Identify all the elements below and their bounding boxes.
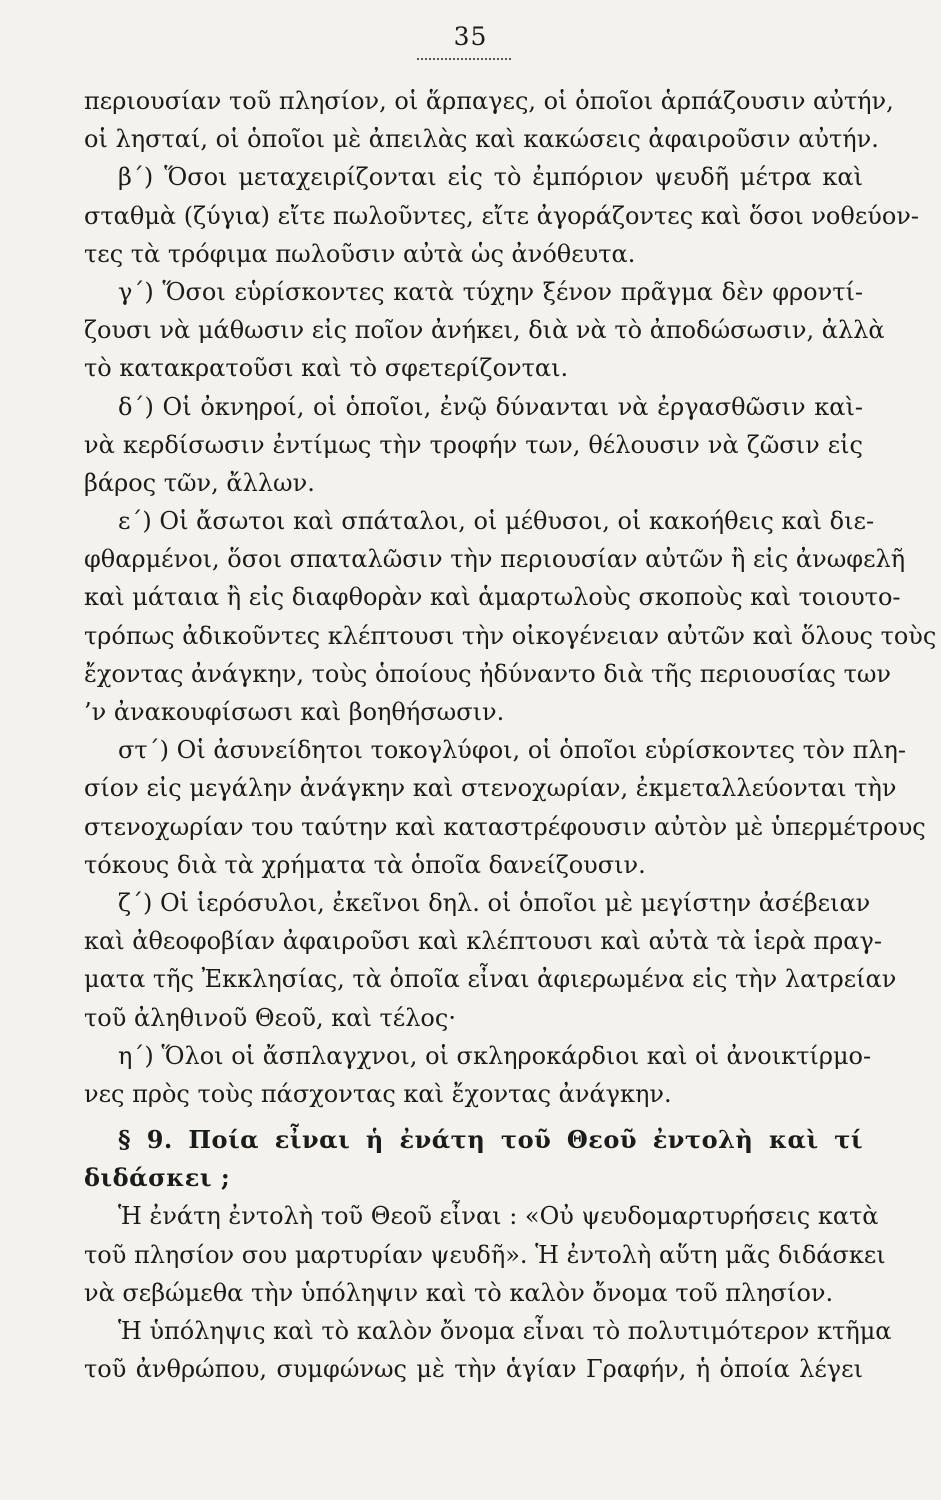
page-number: 35 bbox=[453, 22, 488, 51]
text-line: στ΄) Οἱ ἀσυνείδητοι τοκογλύφοι, οἱ ὁποῖοι εὑρίσκοντες τὸν πλη- bbox=[118, 736, 907, 765]
text-line: βάρος τῶν, ἄλλων. bbox=[84, 468, 315, 497]
text-line: νὰ σεβώμεθα τὴν ὑπόληψιν καὶ τὸ καλὸν ὄνομα τοῦ πλησίον. bbox=[84, 1278, 834, 1307]
text-line: τόκους διὰ τὰ χρήματα τὰ ὁποῖα δανείζουσιν. bbox=[84, 850, 646, 879]
text-line: νες πρὸς τοὺς πάσχοντας καὶ ἔχοντας ἀνάγκην. bbox=[84, 1079, 672, 1108]
text-line: ζουσι νὰ μάθωσιν εἰς ποῖον ἀνήκει, διὰ νὰ τὸ ἀποδώσωσιν, ἀλλὰ bbox=[84, 316, 885, 345]
body-text-part1 bbox=[84, 82, 937, 1113]
section-heading-line-1: § 9. Ποία εἶναι ἡ ἐνάτη τοῦ Θεοῦ ἐντολὴ καὶ τί bbox=[118, 1125, 863, 1155]
text-line: καὶ μάταια ἢ εἰς διαφθορὰν καὶ ἁμαρτωλοὺς σκοποὺς καὶ τοιουτο- bbox=[84, 583, 901, 612]
text-line: η΄) Ὅλοι οἱ ἄσπλαγχνοι, οἱ σκληροκάρδιοι καὶ οἱ ἀνοικτίρμο- bbox=[118, 1041, 872, 1070]
text-line: β΄) Ὅσοι μεταχειρίζονται εἰς τὸ ἐμπόριον ψευδῆ μέτρα καὶ bbox=[118, 163, 863, 192]
text-line: Ἡ ἐνάτη ἐντολὴ τοῦ Θεοῦ εἶναι : «Οὐ ψευδομαρτυρήσεις κατὰ bbox=[118, 1202, 879, 1231]
text-line: σταθμὰ (ζύγια) εἴτε πωλοῦντες, εἴτε ἀγοράζοντες καὶ ὅσοι νοθεύον- bbox=[84, 201, 919, 230]
section-heading-line-2: διδάσκει ; bbox=[84, 1163, 231, 1193]
text-line: τοῦ πλησίον σου μαρτυρίαν ψευδῆ». Ἡ ἐντολὴ αὕτη μᾶς διδάσκει bbox=[84, 1240, 886, 1269]
text-line: τὸ κατακρατοῦσι καὶ τὸ σφετερίζονται. bbox=[84, 354, 569, 383]
text-line: φθαρμένοι, ὅσοι σπαταλῶσιν τὴν περιουσίαν αὐτῶν ἢ εἰς ἀνωφελῆ bbox=[84, 545, 906, 574]
text-line: οἱ λησταί, οἱ ὁποῖοι μὲ ἀπειλὰς καὶ κακώσεις ἀφαιροῦσιν αὐτήν. bbox=[84, 125, 879, 154]
text-line: ματα τῆς Ἐκκλησίας, τὰ ὁποῖα εἶναι ἀφιερωμένα εἰς τὴν λατρείαν bbox=[84, 965, 897, 994]
section-heading bbox=[84, 1121, 863, 1197]
text-line: περιουσίαν τοῦ πλησίον, οἱ ἅρπαγες, οἱ ὁποῖοι ἁρπάζουσιν αὐτήν, bbox=[84, 87, 894, 115]
text-line: νὰ κερδίσωσιν ἐντίμως τὴν τροφήν των, θέλουσιν νὰ ζῶσιν εἰς bbox=[84, 430, 863, 459]
text-line: ’ν ἀνακουφίσωσι καὶ βοηθήσωσιν. bbox=[84, 698, 505, 726]
text-line: σίον εἰς μεγάλην ἀνάγκην καὶ στενοχωρίαν, ἐκμεταλλεύονται τὴν bbox=[84, 774, 897, 803]
text-line: γ΄) Ὅσοι εὑρίσκοντες κατὰ τύχην ξένον πρᾶγμα δὲν φροντί- bbox=[118, 277, 863, 306]
text-line: τοῦ ἀνθρώπου, συμφώνως μὲ τὴν ἁγίαν Γραφήν, ἡ ὁποία λέγει bbox=[84, 1355, 863, 1384]
header-rule bbox=[417, 58, 511, 60]
text-line: τες τὰ τρόφιμα πωλοῦσιν αὐτὰ ὡς ἀνόθευτα. bbox=[84, 239, 636, 268]
text-line: ἔχοντας ἀνάγκην, τοὺς ὁποίους ἠδύναντο διὰ τῆς περιουσίας των bbox=[84, 659, 892, 688]
text-line: τοῦ ἀληθινοῦ Θεοῦ, καὶ τέλος· bbox=[84, 1003, 456, 1032]
text-line: ε΄) Οἱ ἄσωτοι καὶ σπάταλοι, οἱ μέθυσοι, οἱ κακοήθεις καὶ διε- bbox=[118, 507, 875, 536]
page-content bbox=[84, 82, 937, 1388]
text-line: Ἡ ὑπόληψις καὶ τὸ καλὸν ὄνομα εἶναι τὸ πολυτιμότερον κτῆμα bbox=[118, 1317, 892, 1345]
body-text-part2 bbox=[84, 1197, 892, 1388]
text-line: ζ΄) Οἱ ἱερόσυλοι, ἐκεῖνοι δηλ. οἱ ὁποῖοι μὲ μεγίστην ἀσέβειαν bbox=[118, 888, 871, 917]
text-line: δ΄) Οἱ ὀκνηροί, οἱ ὁποῖοι, ἐνῷ δύνανται νὰ ἐργασθῶσιν καὶ- bbox=[118, 392, 863, 421]
text-line: στενοχωρίαν του ταύτην καὶ καταστρέφουσιν αὐτὸν μὲ ὑπερμέτρους bbox=[84, 812, 926, 841]
text-line: καὶ ἀθεοφοβίαν ἀφαιροῦσι καὶ κλέπτουσι καὶ αὐτὰ τὰ ἱερὰ πραγ- bbox=[84, 927, 882, 956]
text-line: τρόπως ἀδικοῦντες κλέπτουσι τὴν οἰκογένειαν αὐτῶν καὶ ὅλους τοὺς bbox=[84, 621, 937, 650]
